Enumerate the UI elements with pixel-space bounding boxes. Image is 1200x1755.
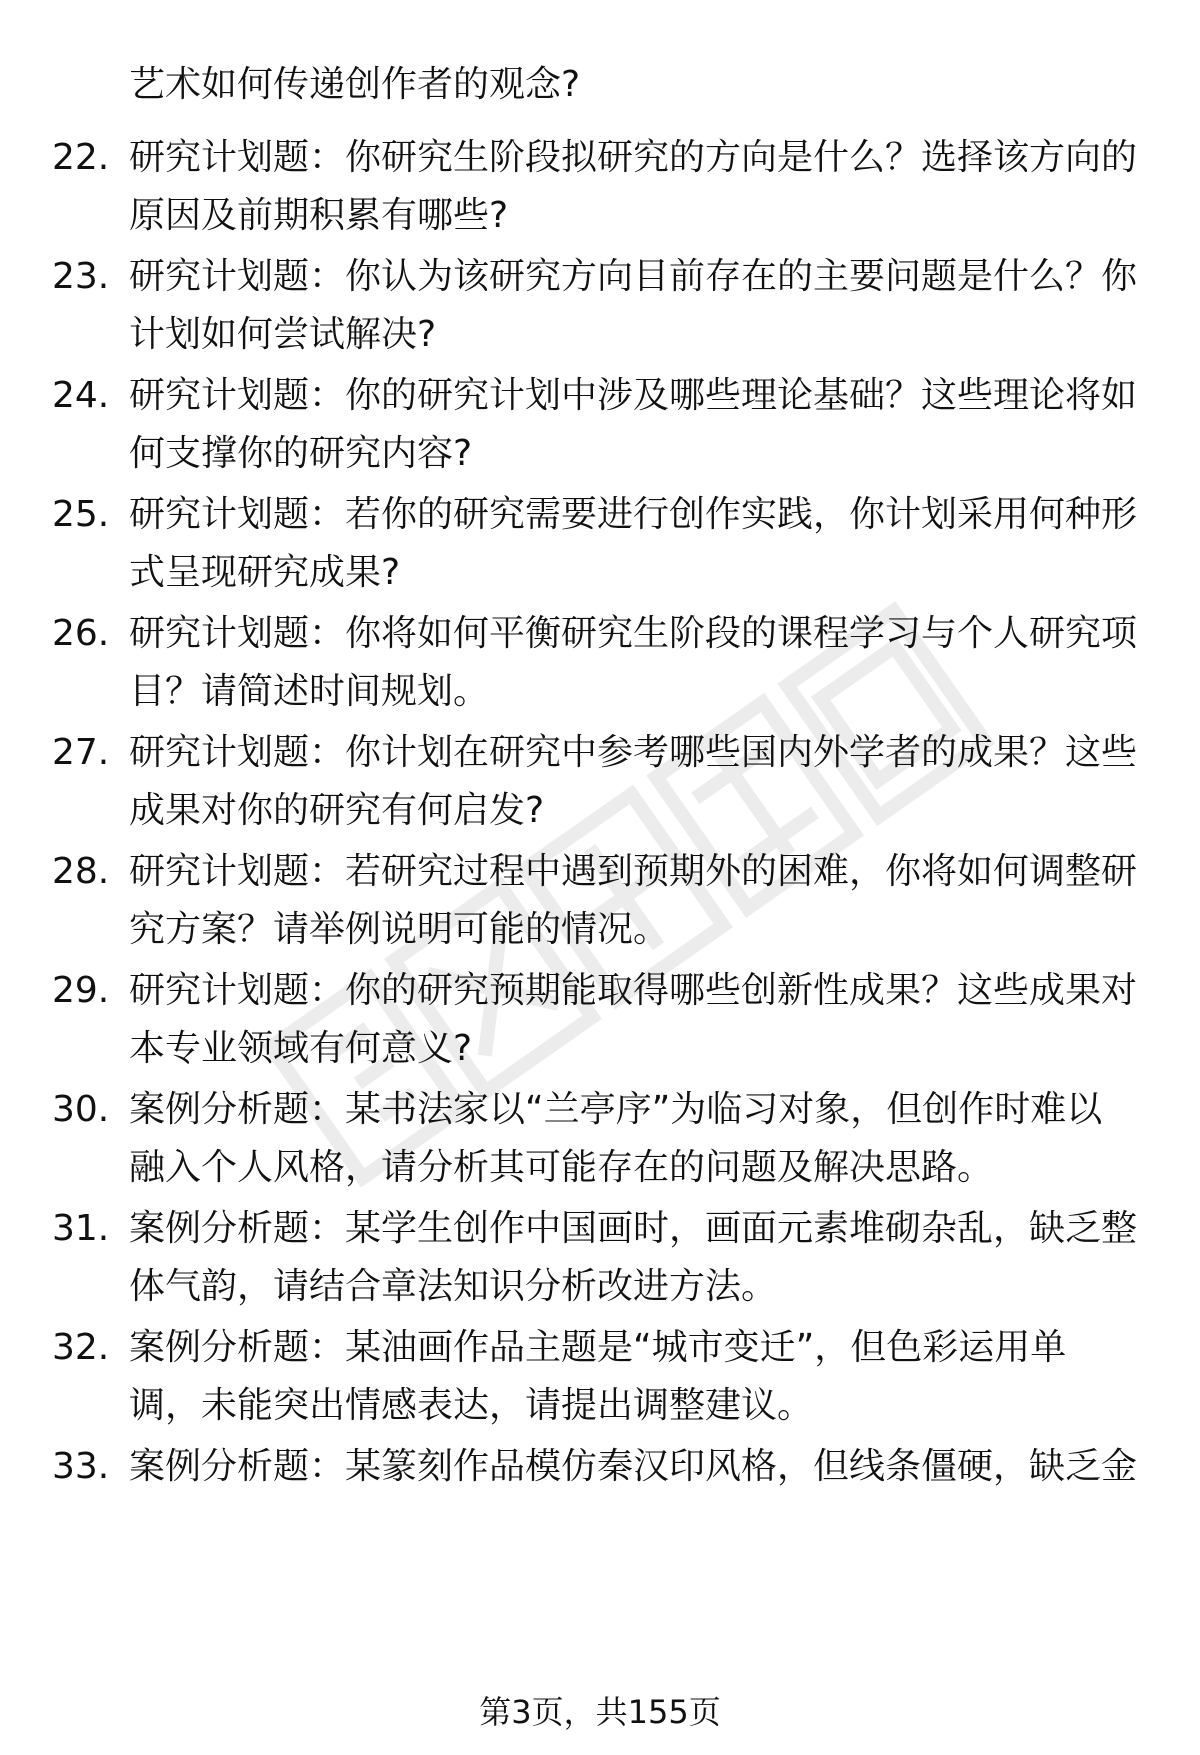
question-text-line: 案例分析题：某油画作品主题是“城市变迁”，但色彩运用单: [129, 1327, 1067, 1368]
question-text: [129, 724, 1139, 840]
question-text-line: 研究计划题：若你的研究需要进行创作实践，你计划采用何种形: [129, 494, 1138, 535]
question-text-line: 体气韵，请结合章法知识分析改进方法。: [129, 1266, 778, 1307]
question-text-line: 研究计划题：若研究过程中遇到预期外的困难，你将如何调整研: [129, 851, 1138, 892]
question-text-line: 案例分析题：某书法家以“兰亭序”为临习对象，但创作时难以: [129, 1089, 1103, 1130]
question-number: 30.: [52, 1089, 110, 1130]
question-text-line: 原因及前期积累有哪些?: [129, 195, 509, 236]
question-text: [129, 129, 1139, 245]
question-number: 31.: [52, 1208, 110, 1249]
question-text-line: 何支撑你的研究内容?: [129, 433, 473, 474]
question-text: [129, 486, 1139, 602]
continued-question-text: 艺术如何传递创作者的观念?: [129, 64, 581, 105]
question-text: [129, 605, 1139, 721]
question-text: [129, 962, 1139, 1078]
question-text: [129, 843, 1139, 959]
question-text-line: 融入个人风格，请分析其可能存在的问题及解决思路。: [129, 1147, 994, 1188]
question-text: [129, 1438, 1139, 1496]
question-number: 24.: [52, 375, 110, 416]
question-text: [129, 367, 1139, 483]
question-text-line: 研究计划题：你将如何平衡研究生阶段的课程学习与个人研究项: [129, 613, 1138, 654]
question-text-line: 本专业领域有何意义?: [129, 1028, 473, 1069]
question-text-line: 研究计划题：你的研究计划中涉及哪些理论基础？这些理论将如: [129, 375, 1138, 416]
question-number: 22.: [52, 137, 110, 178]
question-number: 28.: [52, 851, 110, 892]
question-text-line: 目？请简述时间规划。: [129, 671, 490, 712]
question-text-line: 案例分析题：某学生创作中国画时，画面元素堆砌杂乱，缺乏整: [129, 1208, 1138, 1249]
page-number-footer: 第3页，共155页: [479, 1693, 721, 1731]
question-text-line: 调，未能突出情感表达，请提出调整建议。: [129, 1385, 814, 1426]
question-number: 29.: [52, 970, 110, 1011]
question-text: [129, 1200, 1139, 1316]
question-number: 27.: [52, 732, 110, 773]
question-number: 25.: [52, 494, 110, 535]
question-number: 26.: [52, 613, 110, 654]
question-text-line: 计划如何尝试解决?: [129, 314, 437, 355]
question-text: [129, 1319, 1139, 1435]
question-text-line: 成果对你的研究有何启发?: [129, 790, 545, 831]
question-text-line: 式呈现研究成果?: [129, 552, 401, 593]
question-text-line: 研究计划题：你认为该研究方向目前存在的主要问题是什么？你: [129, 256, 1138, 297]
question-text-line: 研究计划题：你研究生阶段拟研究的方向是什么？选择该方向的: [129, 137, 1138, 178]
question-number: 32.: [52, 1327, 110, 1368]
question-text: [129, 1081, 1139, 1197]
question-number: 23.: [52, 256, 110, 297]
question-number: 33.: [52, 1446, 110, 1487]
question-text: [129, 248, 1139, 364]
question-text-line: 研究计划题：你计划在研究中参考哪些国内外学者的成果？这些: [129, 732, 1138, 773]
question-text-line: 案例分析题：某篆刻作品模仿秦汉印风格，但线条僵硬，缺乏金: [129, 1446, 1138, 1487]
question-text-line: 究方案？请举例说明可能的情况。: [129, 909, 670, 950]
question-text-line: 研究计划题：你的研究预期能取得哪些创新性成果？这些成果对: [129, 970, 1138, 1011]
